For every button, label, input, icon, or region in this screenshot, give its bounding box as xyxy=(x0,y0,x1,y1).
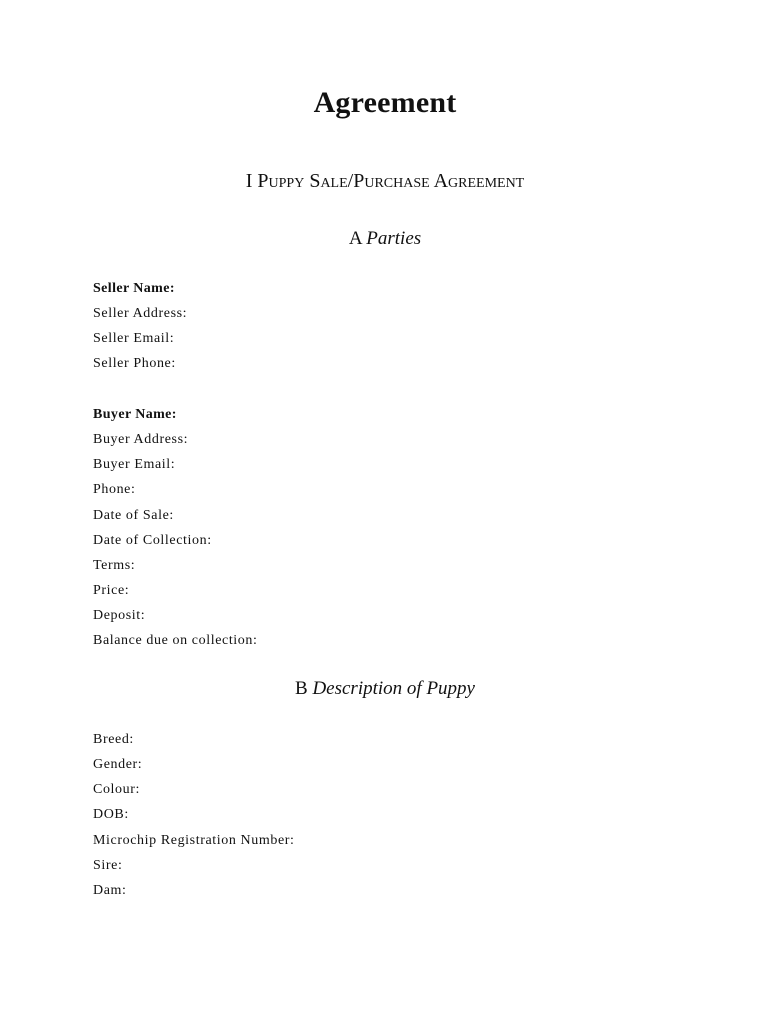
breed-label: Breed: xyxy=(93,732,134,747)
phone-label: Phone: xyxy=(93,482,136,498)
section-a-heading xyxy=(0,228,770,250)
dob-label: DOB: xyxy=(93,807,129,823)
buyer-email-label: Buyer Email: xyxy=(93,457,176,473)
buyer-fields-list xyxy=(93,405,258,656)
section-a-title: Parties xyxy=(366,228,422,249)
heading-text: Puppy Sale/Purchase Agreement xyxy=(257,170,525,192)
buyer-name-label: Buyer Name: xyxy=(93,407,177,422)
seller-name-label: Seller Name: xyxy=(93,281,175,296)
seller-fields-list xyxy=(93,279,187,380)
price-label: Price: xyxy=(93,582,130,598)
agreement-heading xyxy=(0,170,770,193)
section-a-letter: A xyxy=(348,228,362,249)
deposit-label: Deposit: xyxy=(93,608,146,624)
balance-due-label: Balance due on collection: xyxy=(93,633,258,649)
seller-phone-label: Seller Phone: xyxy=(93,356,176,372)
buyer-address-label: Buyer Address: xyxy=(93,432,189,448)
seller-email-label: Seller Email: xyxy=(93,331,175,347)
microchip-label: Microchip Registration Number: xyxy=(93,832,295,848)
colour-label: Colour: xyxy=(93,782,140,798)
page-title: Agreement xyxy=(313,86,457,119)
section-b-title: Description of Puppy xyxy=(312,678,475,699)
heading-number: I xyxy=(245,170,253,192)
dam-label: Dam: xyxy=(93,882,127,898)
sire-label: Sire: xyxy=(93,857,123,873)
section-b-heading xyxy=(0,678,770,700)
seller-address-label: Seller Address: xyxy=(93,306,188,322)
section-b-letter: B xyxy=(295,678,308,699)
terms-label: Terms: xyxy=(93,557,136,573)
gender-label: Gender: xyxy=(93,757,143,773)
date-of-sale-label: Date of Sale: xyxy=(93,507,174,523)
date-of-collection-label: Date of Collection: xyxy=(93,532,212,548)
puppy-fields-list xyxy=(93,730,295,906)
